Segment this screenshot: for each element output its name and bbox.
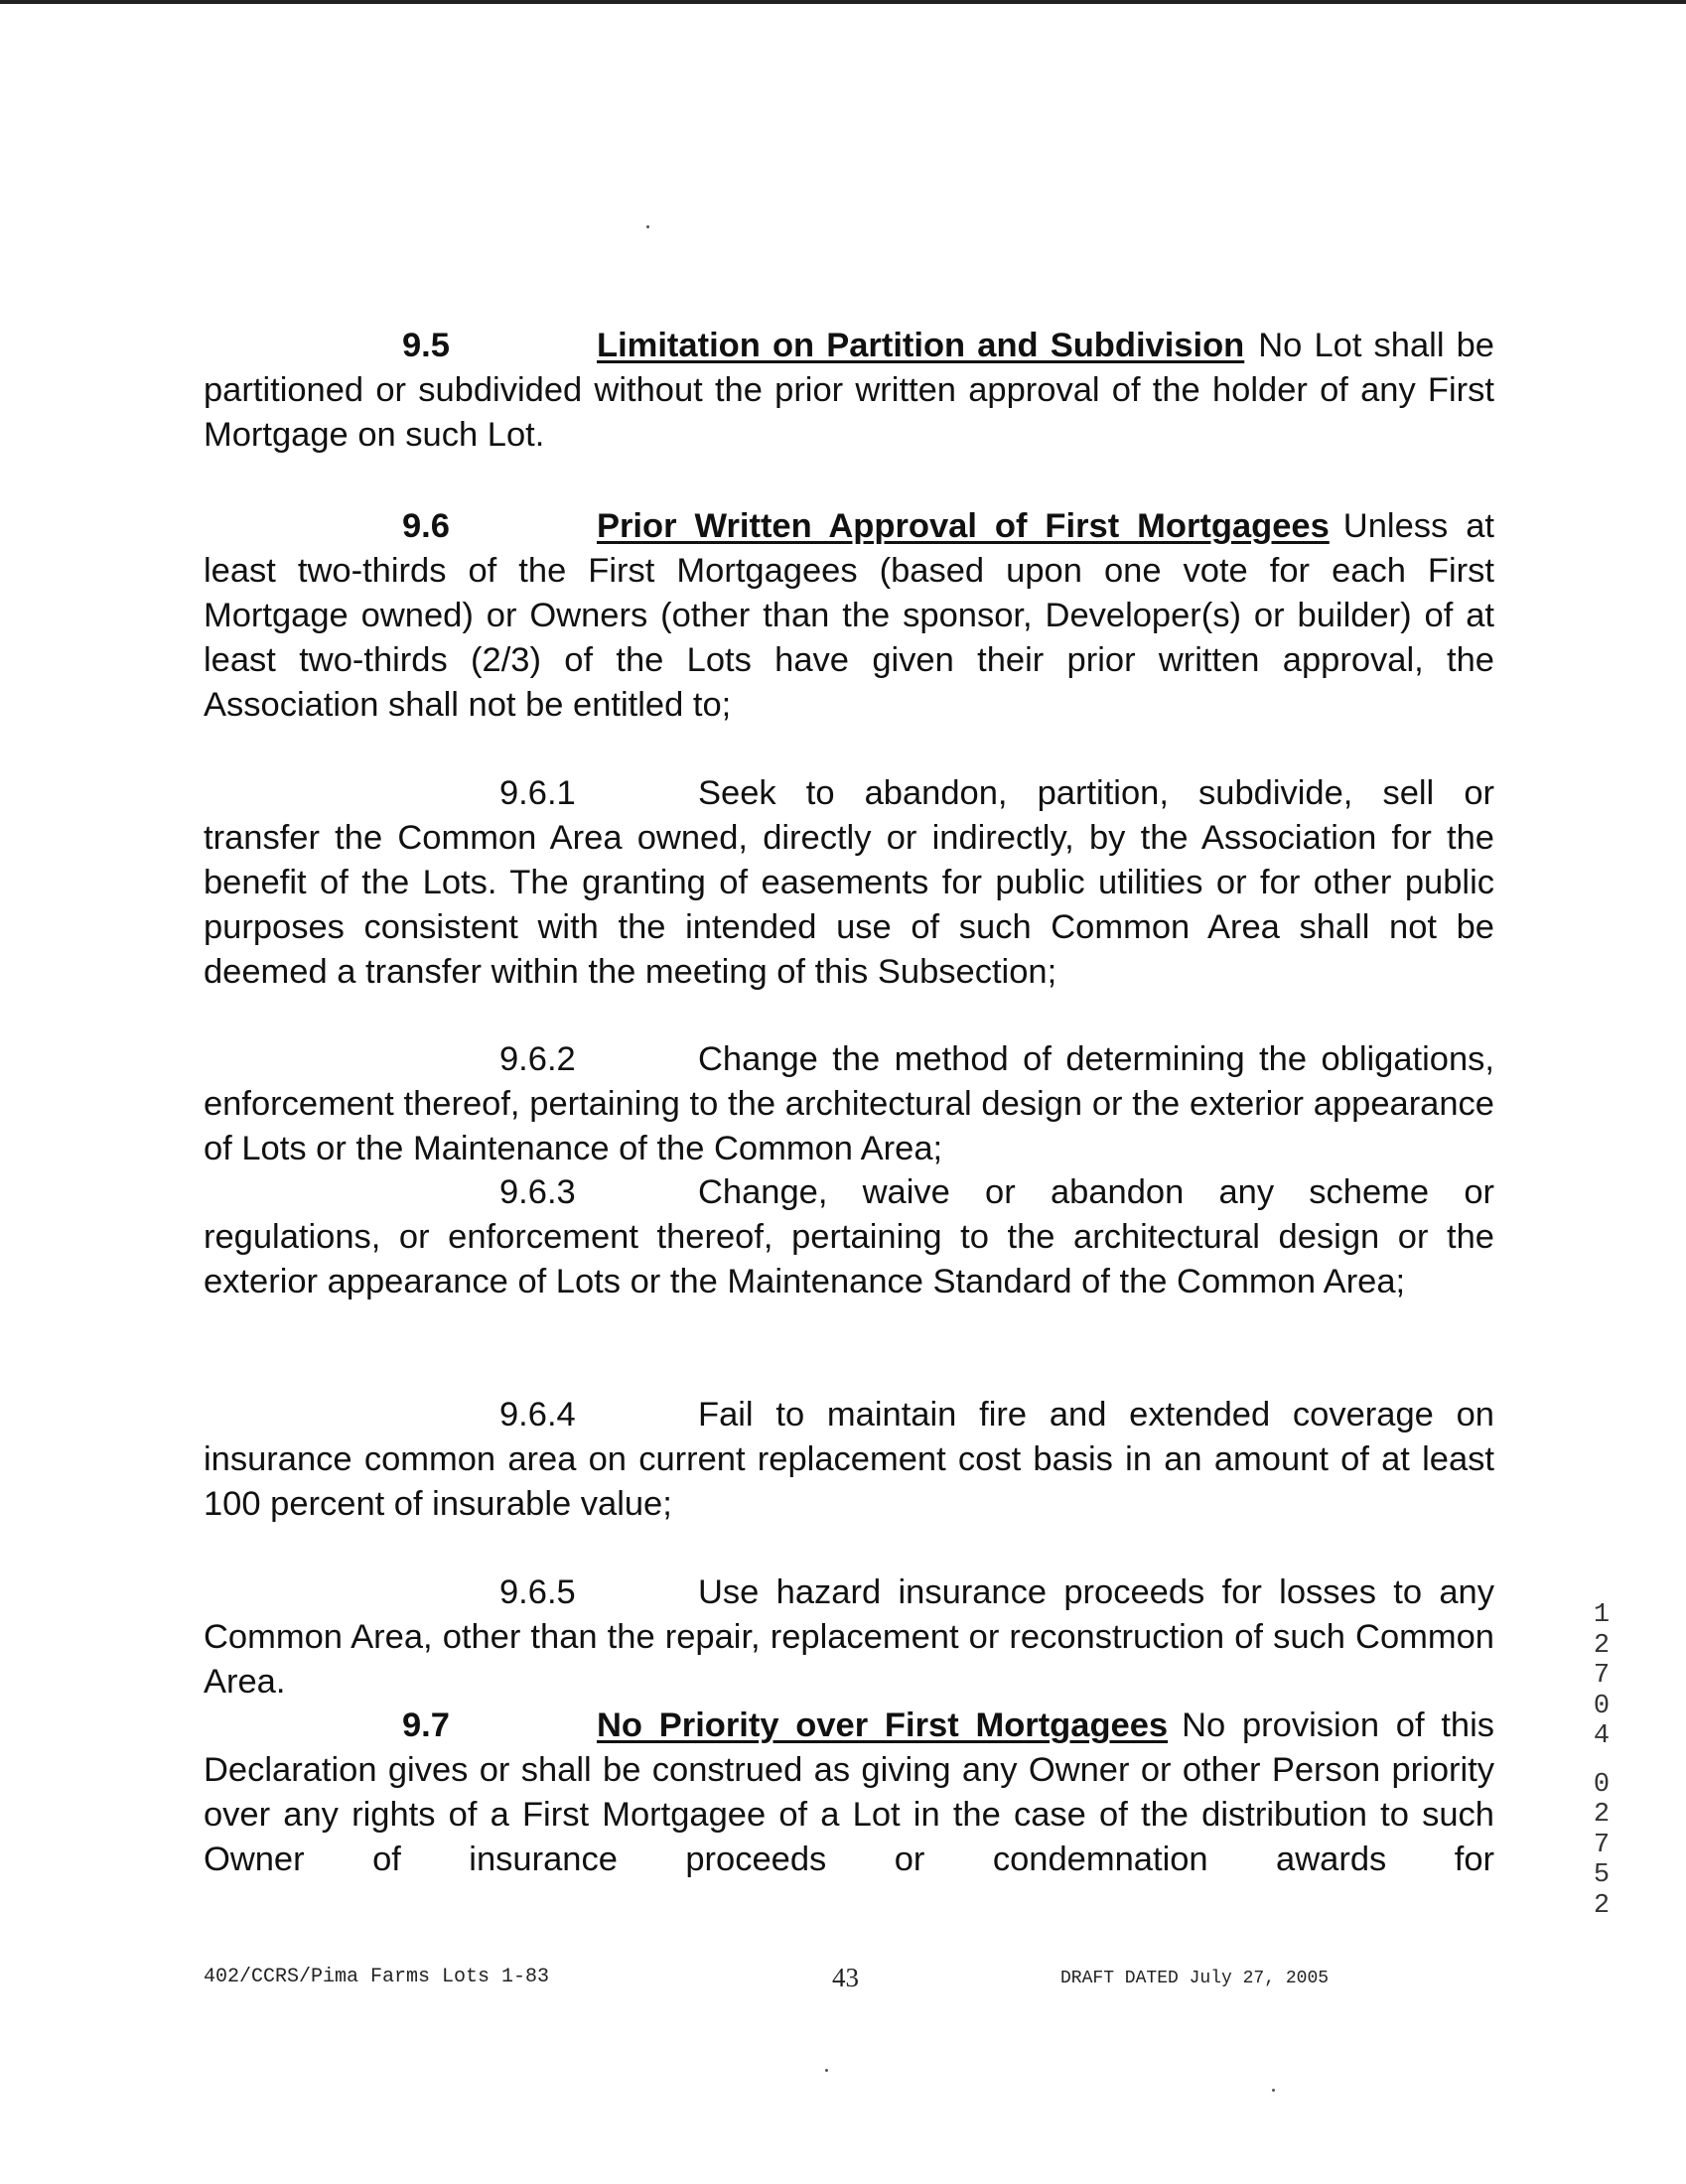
footer-document-id: 402/CCRS/Pima Farms Lots 1-83	[204, 1966, 550, 1988]
subsection-9-6-4	[204, 1393, 1494, 1527]
section-9-7	[204, 1704, 1494, 1882]
stamp-gap	[1587, 1752, 1616, 1770]
subsection-number: 9.6.1	[499, 774, 576, 812]
section-9-5	[204, 324, 1494, 458]
stamp-digit: 7	[1593, 1661, 1611, 1691]
section-text: No Lot shall be partitioned or subdivided without the prior written approval of the holder of any First Mortgage on such Lot.	[204, 327, 1494, 454]
subsection-text: Seek to abandon, partition, subdivide, sell or transfer the Common Area owned, directly or indirectly, by the Association for the benefit of the Lots. The granting of easements for public utilities or for other public purposes consistent with the intended use of such Common Area shall not be deemed a transfer within the meeting of this Subsection;	[204, 774, 1494, 991]
section-number: 9.6	[402, 507, 450, 545]
subsection-9-6-3	[204, 1170, 1494, 1304]
subsection-number: 9.6.5	[499, 1573, 576, 1611]
footer-page-number: 43	[832, 1963, 859, 1992]
stamp-digit: 5	[1593, 1860, 1611, 1890]
subsection-9-6-5	[204, 1570, 1494, 1705]
subsection-text: Fail to maintain fire and extended coverage on insurance common area on current replacement cost basis in an amount of at least 100 percent of insurable value;	[204, 1396, 1494, 1523]
section-title: Prior Written Approval of First Mortgagees	[597, 507, 1330, 545]
scan-speck	[825, 2069, 828, 2072]
subsection-9-6-1	[204, 771, 1494, 995]
stamp-digit: 2	[1593, 1630, 1611, 1661]
section-9-6	[204, 504, 1494, 728]
side-document-stamp	[1587, 1600, 1616, 1921]
top-border-line	[0, 0, 1686, 4]
scan-speck	[1272, 2089, 1275, 2092]
stamp-digit: 4	[1593, 1721, 1611, 1751]
subsection-9-6-2	[204, 1037, 1494, 1171]
section-text: No provision of this Declaration gives or shall be construed as giving any Owner or other Person priority over any rights of a First Mortgagee of a Lot in the case of the distribution to such Owner of insurance proceeds or condemnation awards for	[204, 1706, 1495, 1878]
section-title: Limitation on Partition and Subdivision	[597, 327, 1245, 364]
footer-draft-date: DRAFT DATED July 27, 2005	[1060, 1969, 1330, 1988]
section-number: 9.7	[402, 1706, 450, 1744]
section-number: 9.5	[402, 327, 450, 364]
section-text: Unless at least two-thirds of the First Mortgagees (based upon one vote for each First Mortgage owned) or Owners (other than the sponsor, Developer(s) or builder) of at least two-thirds (2/3) of the Lots have given their prior written approval, the Association shall not be entitled to;	[204, 507, 1494, 724]
stamp-digit: 7	[1593, 1830, 1611, 1860]
subsection-text: Use hazard insurance proceeds for losses to any Common Area, other than the repair, replacement or reconstruction of such Common Area.	[204, 1573, 1494, 1701]
section-title: No Priority over First Mortgagees	[597, 1706, 1169, 1744]
subsection-text: Change the method of determining the obligations, enforcement thereof, pertaining to the architectural design or the exterior appearance of Lots or the Maintenance of the Common Area;	[204, 1040, 1494, 1167]
stamp-digit: 1	[1593, 1600, 1611, 1630]
subsection-number: 9.6.2	[499, 1040, 576, 1078]
subsection-text: Change, waive or abandon any scheme or regulations, or enforcement thereof, pertaining to the architectural design or the exterior appearance of Lots or the Maintenance Standard of the Common Area;	[204, 1173, 1494, 1300]
subsection-number: 9.6.4	[499, 1396, 576, 1433]
subsection-number: 9.6.3	[499, 1173, 576, 1211]
stamp-digit: 0	[1593, 1769, 1611, 1800]
scan-speck	[646, 225, 649, 228]
stamp-digit: 2	[1593, 1800, 1611, 1830]
stamp-digit: 0	[1593, 1691, 1611, 1721]
stamp-digit: 2	[1593, 1890, 1611, 1921]
